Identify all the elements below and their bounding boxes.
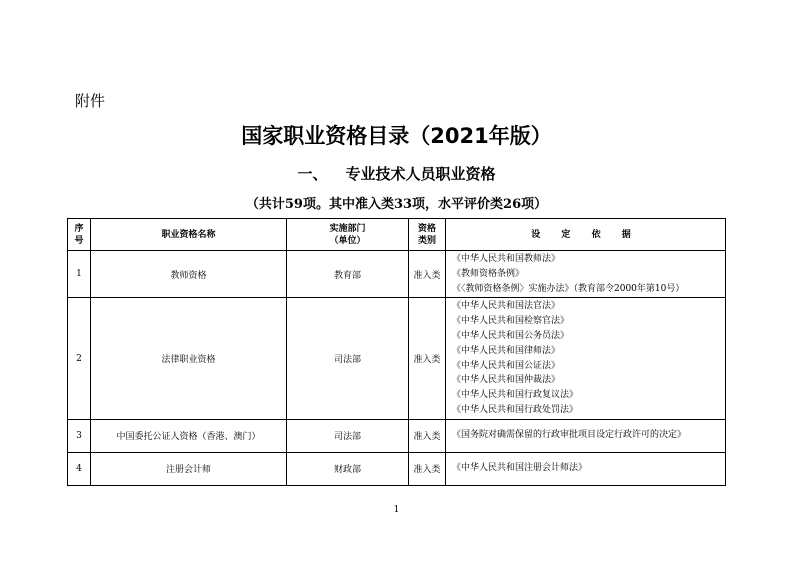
basis-item: 《国务院对确需保留的行政审批项目设定行政许可的决定》 (452, 430, 687, 441)
row-no: 2 (68, 298, 91, 419)
row-dept: 教育部 (287, 251, 409, 298)
section-number: 一、 (297, 165, 328, 183)
header-type: 资格 类别 (409, 219, 446, 251)
basis-item: 《中华人民共和国行政处罚法》 (452, 404, 579, 415)
row-no: 1 (68, 251, 91, 298)
basis-item: 《中华人民共和国教师法》 (452, 254, 561, 264)
header-dept: 实施部门 （单位） (287, 219, 409, 251)
section-heading (0, 163, 793, 184)
basis-item: 《中华人民共和国仲裁法》 (452, 375, 561, 386)
qualification-table (67, 218, 726, 486)
table-row (68, 298, 726, 419)
basis-item: 《中华人民共和国注册会计师法》 (452, 463, 588, 474)
row-basis (446, 419, 726, 452)
row-dept: 司法部 (287, 419, 409, 452)
row-type: 准入类 (409, 419, 446, 452)
row-dept: 财政部 (287, 452, 409, 485)
row-basis (446, 251, 726, 298)
table-row (68, 251, 726, 298)
basis-item: 《中华人民共和国行政复议法》 (452, 390, 579, 401)
row-name: 教师资格 (91, 251, 287, 298)
section-title: 专业技术人员职业资格 (345, 165, 496, 183)
basis-item: 《中华人民共和国法官法》 (452, 301, 561, 312)
row-name: 中国委托公证人资格（香港、澳门） (91, 419, 287, 452)
table-header-row (68, 219, 726, 251)
attachment-label: 附件 (75, 92, 106, 110)
row-type: 准入类 (409, 298, 446, 419)
basis-item: 《中华人民共和国检察官法》 (452, 316, 570, 327)
basis-item: 《教师资格条例》 (452, 268, 525, 279)
basis-item: 《中华人民共和国公证法》 (452, 360, 561, 371)
header-no: 序 号 (68, 219, 91, 251)
row-no: 4 (68, 452, 91, 485)
row-type: 准入类 (409, 452, 446, 485)
row-type: 准入类 (409, 251, 446, 298)
document-title: 国家职业资格目录（2021年版） (241, 124, 552, 148)
row-no: 3 (68, 419, 91, 452)
row-basis (446, 298, 726, 419)
basis-item: 《中华人民共和国律师法》 (452, 345, 561, 356)
row-basis (446, 452, 726, 485)
summary-line: （共计59项。其中准入类33项，水平评价类26项） (245, 197, 548, 212)
header-basis: 设 定 依 据 (446, 219, 726, 251)
table-row (68, 452, 726, 485)
row-name: 注册会计师 (91, 452, 287, 485)
basis-item: 《中华人民共和国公务员法》 (452, 330, 570, 341)
header-name: 职业资格名称 (91, 219, 287, 251)
page-number: 1 (393, 505, 400, 515)
row-dept: 司法部 (287, 298, 409, 419)
table-row (68, 419, 726, 452)
row-name: 法律职业资格 (91, 298, 287, 419)
basis-item: 《〈教师资格条例〉实施办法》（教育部令2000年第10号） (452, 283, 685, 294)
